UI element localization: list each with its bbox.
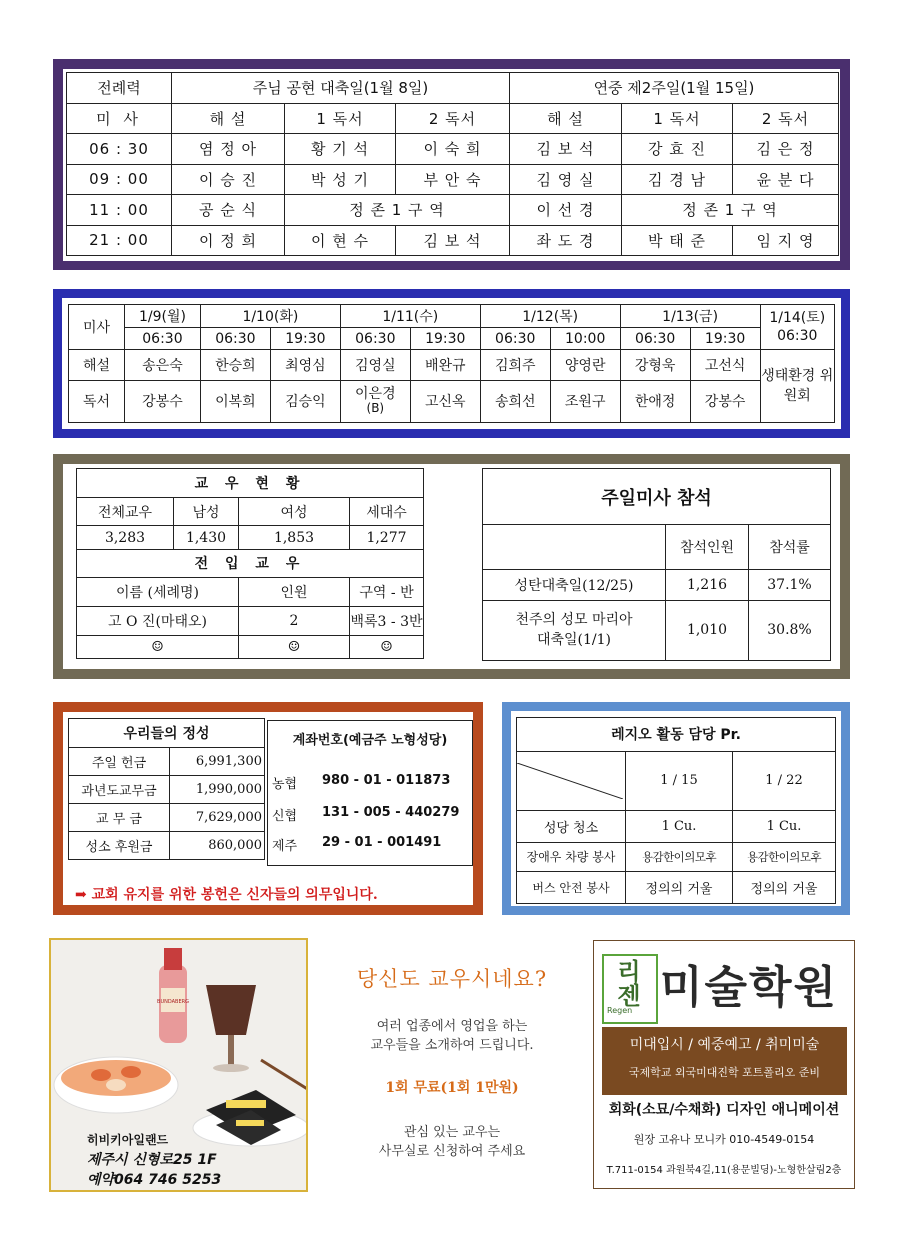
duty-assignee: 정의의 거울 (733, 871, 836, 903)
academy-logo (602, 954, 658, 1024)
person-name: 송은숙 (124, 350, 200, 381)
person-name: 김 은 정 (733, 134, 839, 165)
col-header: 전체교우 (77, 497, 174, 526)
duty-assignee: 1 Cu. (733, 810, 836, 842)
bank-name: 제주 (272, 839, 298, 854)
account-numbers-box (267, 720, 473, 866)
person-name: 한승희 (200, 350, 270, 381)
person-name: 한애정 (620, 380, 690, 422)
offering-notice: ➡ 교회 유지를 위한 봉헌은 신자들의 의무입니다. (75, 887, 378, 903)
offering-value: 1,990,000 (170, 776, 265, 804)
person-name: 강봉수 (690, 380, 760, 422)
mass-time: 06 : 30 (67, 134, 172, 165)
person-name: 이 숙 희 (396, 134, 510, 165)
person-name: 배완규 (410, 350, 480, 381)
offering-value: 6,991,300 (170, 748, 265, 776)
person-name: 김 경 남 (622, 164, 733, 195)
cafe-address: 제주시 신형로25 1F (87, 1152, 217, 1168)
attendance-table (482, 468, 831, 661)
commentary-label: 해설 (69, 350, 125, 381)
academy-director: 원장 고유나 모니카 010-4549-0154 (633, 1133, 815, 1146)
attendance-rate: 37.1% (749, 570, 831, 601)
sunday1-title: 주님 공현 대축일(1월 8일) (172, 73, 510, 104)
legio-panel (502, 702, 850, 915)
person-name: 이 승 진 (172, 164, 285, 195)
attendance-count: 1,010 (666, 600, 749, 660)
attendance-label: 천주의 성모 마리아 대축일(1/1) (483, 600, 666, 660)
academy-portfolio: 국제학교 외국미대진학 포트폴리오 준비 (628, 1066, 821, 1079)
person-name: 김희주 (480, 350, 550, 381)
mass-time: 06:30 (777, 328, 818, 344)
smile-icon: ☺ (239, 635, 350, 658)
mass-time: 09 : 00 (67, 164, 172, 195)
smile-icon: ☺ (77, 635, 239, 658)
day-header: 1/11(수) (340, 305, 480, 328)
attendance-title: 주일미사 참석 (483, 469, 831, 525)
person-name: 이은경 (B) (340, 380, 410, 422)
mass-label: 미 사 (67, 103, 172, 134)
col-header: 여성 (239, 497, 350, 526)
col-header: 참석인원 (666, 525, 749, 570)
col-header: 남성 (174, 497, 239, 526)
sunday2-title: 연중 제2주일(1월 15일) (510, 73, 839, 104)
table-row (67, 134, 839, 165)
academy-name: 미술학원 (660, 962, 839, 1013)
person-name: 윤 분 다 (733, 164, 839, 195)
academy-band (602, 1027, 847, 1095)
duty-label: 장애우 차량 봉사 (517, 843, 626, 872)
person-name: 조원구 (550, 380, 620, 422)
parishioner-status-table (76, 468, 424, 659)
sunday-schedule-panel (53, 59, 850, 270)
person-name: 이 정 희 (172, 225, 285, 256)
col-header: 이름 (세례명) (77, 578, 239, 607)
col-header: 구역 - 반 (350, 578, 424, 607)
person-name: 고신옥 (410, 380, 480, 422)
legio-table (516, 717, 836, 904)
academy-programs: 미대입시 / 예중예고 / 취미미술 (629, 1037, 820, 1053)
offerings-table (68, 718, 265, 860)
offering-label: 성소 후원금 (69, 832, 170, 860)
offering-label: 과년도교무금 (69, 776, 170, 804)
promo-text: 교우들을 소개하여 드립니다. (370, 1038, 534, 1053)
account-title: 계좌번호(예금주 노형성당) (292, 733, 448, 748)
transfer-district: 백록3 - 3반 (350, 607, 424, 636)
role-reading1: 1 독서 (285, 103, 396, 134)
empty-cell (483, 525, 666, 570)
diagonal-cell (517, 751, 626, 810)
smile-icon: ☺ (350, 635, 424, 658)
weekday-schedule-table (68, 304, 835, 423)
mass-time: 06:30 (480, 328, 550, 350)
promo-headline: 당신도 교우시네요? (356, 967, 548, 991)
parishioner-status-title: 교 우 현 황 (77, 469, 424, 498)
saturday-group: 생태환경 위원회 (760, 350, 834, 423)
role-reading2: 2 독서 (733, 103, 839, 134)
business-promo (317, 953, 587, 1183)
account-row (272, 805, 460, 824)
legio-title: 레지오 활동 담당 Pr. (517, 718, 836, 752)
svg-text:BUNDABERG: BUNDABERG (157, 999, 189, 1005)
mass-time: 06:30 (124, 328, 200, 350)
col-header: 인원 (239, 578, 350, 607)
person-name: 김 영 실 (510, 164, 622, 195)
cafe-ad (49, 938, 308, 1192)
account-row (272, 835, 442, 854)
mass-time: 19:30 (690, 328, 760, 350)
weekday-schedule-panel (53, 289, 850, 438)
person-name: 염 정 아 (172, 134, 285, 165)
mass-time: 19:30 (410, 328, 480, 350)
logo-sub: Regen (607, 1006, 633, 1015)
mass-time: 10:00 (550, 328, 620, 350)
promo-text: 사무실로 신청하여 주세요 (378, 1144, 526, 1159)
account-number: 131 - 005 - 440279 (322, 805, 460, 820)
person-name: 이 현 수 (285, 225, 396, 256)
logo-text: 리젠 (617, 958, 641, 1010)
promo-text: 관심 있는 교우는 (403, 1125, 501, 1140)
person-name: 박 성 기 (285, 164, 396, 195)
duty-assignee: 용감한이의모후 (733, 843, 836, 872)
person-name: 최영심 (270, 350, 340, 381)
duty-label: 성당 청소 (517, 810, 626, 842)
promo-price: 1회 무료(1회 1만원) (385, 1080, 519, 1096)
mass-time: 21 : 00 (67, 225, 172, 256)
diagonal-line (517, 763, 623, 799)
offering-value: 7,629,000 (170, 804, 265, 832)
mass-time: 19:30 (270, 328, 340, 350)
offering-value: 860,000 (170, 832, 265, 860)
mass-label: 미사 (69, 305, 125, 350)
day-header: 1/12(목) (480, 305, 620, 328)
group-name: 정 존 1 구 역 (622, 195, 839, 226)
role-commentary: 해 설 (172, 103, 285, 134)
sunday-schedule-table (66, 72, 839, 256)
date-header: 1 / 22 (733, 751, 836, 810)
offering-label: 주일 헌금 (69, 748, 170, 776)
transfer-name: 고 O 진(마태오) (77, 607, 239, 636)
liturgical-calendar-label: 전례력 (67, 73, 172, 104)
statistics-panel (53, 454, 850, 679)
role-reading2: 2 독서 (396, 103, 510, 134)
person-name: 고선식 (690, 350, 760, 381)
account-number: 29 - 01 - 001491 (322, 835, 442, 850)
duty-label: 버스 안전 봉사 (517, 871, 626, 903)
mass-time: 06:30 (200, 328, 270, 350)
transfer-title: 전 입 교 우 (77, 549, 424, 578)
account-number: 980 - 01 - 011873 (322, 773, 451, 788)
transfer-count: 2 (239, 607, 350, 636)
cafe-info (87, 1130, 221, 1190)
person-name: 박 태 준 (622, 225, 733, 256)
day-header: 1/10(화) (200, 305, 340, 328)
day-header: 1/9(월) (124, 305, 200, 328)
date-header: 1 / 15 (626, 751, 733, 810)
table-row (67, 195, 839, 226)
promo-text: 여러 업종에서 영업을 하는 (376, 1019, 528, 1034)
day-label: 1/14(토) (769, 310, 826, 326)
person-name: 강봉수 (124, 380, 200, 422)
account-row (272, 773, 451, 792)
duty-assignee: 정의의 거울 (626, 871, 733, 903)
person-name: 이 선 경 (510, 195, 622, 226)
cafe-phone: 예약064 746 5253 (87, 1172, 222, 1188)
attendance-rate: 30.8% (749, 600, 831, 660)
table-row (67, 225, 839, 256)
offering-label: 교 무 금 (69, 804, 170, 832)
reading-label: 독서 (69, 380, 125, 422)
person-name: 김영실 (340, 350, 410, 381)
role-commentary: 해 설 (510, 103, 622, 134)
mass-time: 06:30 (340, 328, 410, 350)
person-name: 공 순 식 (172, 195, 285, 226)
attendance-count: 1,216 (666, 570, 749, 601)
art-academy-ad (593, 940, 855, 1189)
day-header-sat (760, 305, 834, 350)
bank-name: 농협 (272, 777, 298, 792)
mass-time: 06:30 (620, 328, 690, 350)
person-name: 강 효 진 (622, 134, 733, 165)
day-header: 1/13(금) (620, 305, 760, 328)
col-header: 세대수 (350, 497, 424, 526)
female-count: 1,853 (239, 526, 350, 549)
person-name: 김 보 석 (396, 225, 510, 256)
cafe-name: 히비키아일랜드 (87, 1133, 169, 1147)
household-count: 1,277 (350, 526, 424, 549)
academy-address: T.711-0154 과원북4길,11(용문빌딩)-노형한살림2층 (606, 1165, 842, 1176)
duty-assignee: 용감한이의모후 (626, 843, 733, 872)
attendance-label: 성탄대축일(12/25) (483, 570, 666, 601)
total-count: 3,283 (77, 526, 174, 549)
col-header: 참석률 (749, 525, 831, 570)
offerings-panel (53, 702, 483, 915)
person-name: 임 지 영 (733, 225, 839, 256)
academy-courses: 회화(소묘/수채화) 디자인 애니메이션 (608, 1102, 840, 1118)
bank-name: 신협 (272, 809, 298, 824)
offerings-title: 우리들의 정성 (69, 719, 265, 748)
person-name: 강형욱 (620, 350, 690, 381)
table-row (67, 164, 839, 195)
person-name: 부 안 숙 (396, 164, 510, 195)
person-name: 황 기 석 (285, 134, 396, 165)
male-count: 1,430 (174, 526, 239, 549)
person-name: 좌 도 경 (510, 225, 622, 256)
person-name: 김승익 (270, 380, 340, 422)
group-name: 정 존 1 구 역 (285, 195, 510, 226)
person-name: 김 보 석 (510, 134, 622, 165)
duty-assignee: 1 Cu. (626, 810, 733, 842)
person-name: 양영란 (550, 350, 620, 381)
mass-time: 11 : 00 (67, 195, 172, 226)
person-name: 송희선 (480, 380, 550, 422)
person-name: 이복희 (200, 380, 270, 422)
role-reading1: 1 독서 (622, 103, 733, 134)
